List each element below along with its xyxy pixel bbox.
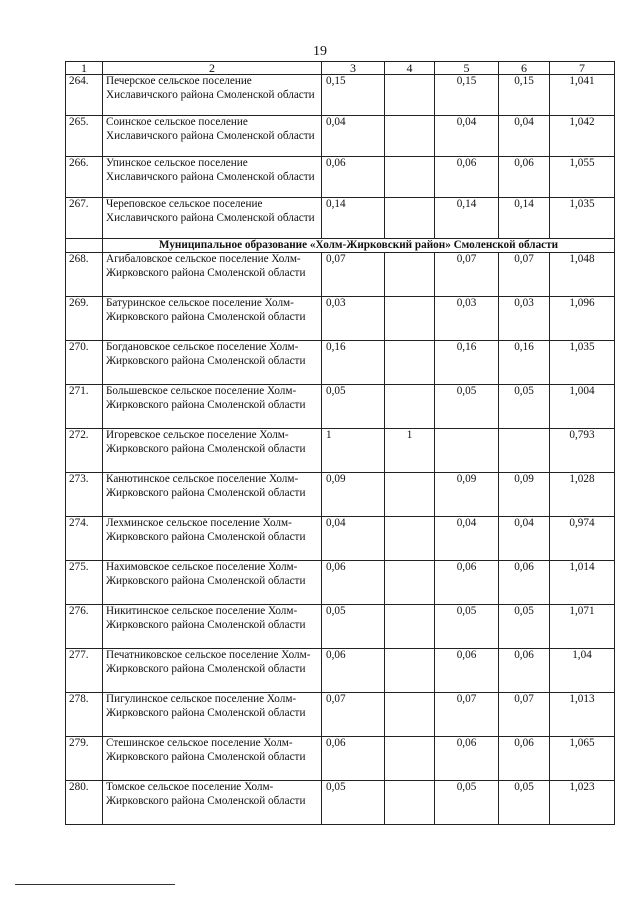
value-col3: 0,05: [322, 605, 385, 649]
settlement-name: Череповское сельское поселение Хиславичского района Смоленской области: [103, 198, 322, 239]
value-col7: 0,793: [550, 429, 615, 473]
table-row: [66, 473, 615, 517]
value-col3: 0,06: [322, 157, 385, 198]
value-col7: 1,04: [550, 649, 615, 693]
value-col5: 0,07: [435, 693, 499, 737]
table-row: [66, 693, 615, 737]
value-col4: [385, 517, 435, 561]
value-col7: 1,042: [550, 116, 615, 157]
value-col3: 0,16: [322, 341, 385, 385]
row-number: 267.: [66, 198, 103, 239]
value-col3: 0,15: [322, 75, 385, 116]
table-row: [66, 649, 615, 693]
value-col5: 0,09: [435, 473, 499, 517]
value-col7: 1,035: [550, 198, 615, 239]
column-header: 1: [66, 62, 103, 75]
value-col6: 0,04: [499, 517, 550, 561]
table-row: [66, 385, 615, 429]
value-col7: 1,071: [550, 605, 615, 649]
value-col3: 0,04: [322, 116, 385, 157]
value-col5: 0,05: [435, 781, 499, 825]
value-col5: 0,05: [435, 385, 499, 429]
row-number: 279.: [66, 737, 103, 781]
value-col6: 0,05: [499, 605, 550, 649]
settlement-name: Упинское сельское поселение Хиславичского района Смоленской области: [103, 157, 322, 198]
table-row: [66, 341, 615, 385]
value-col4: 1: [385, 429, 435, 473]
value-col3: 0,09: [322, 473, 385, 517]
value-col5: 0,07: [435, 253, 499, 297]
value-col3: 0,05: [322, 385, 385, 429]
settlement-name: Томское сельское поселение Холм-Жирковского района Смоленской области: [103, 781, 322, 825]
value-col3: 0,07: [322, 693, 385, 737]
value-col6: 0,05: [499, 385, 550, 429]
settlement-name: Батуринское сельское поселение Холм-Жирковского района Смоленской области: [103, 297, 322, 341]
value-col5: 0,06: [435, 649, 499, 693]
table-body-holm-zhirkovsky: [66, 253, 615, 825]
row-number: 280.: [66, 781, 103, 825]
table-row: [66, 116, 615, 157]
section-title: Муниципальное образование «Холм-Жирковский район» Смоленской области: [103, 239, 615, 253]
value-col7: 1,023: [550, 781, 615, 825]
value-col4: [385, 385, 435, 429]
value-col7: 1,048: [550, 253, 615, 297]
value-col5: 0,03: [435, 297, 499, 341]
value-col3: 1: [322, 429, 385, 473]
value-col3: 0,14: [322, 198, 385, 239]
value-col4: [385, 473, 435, 517]
value-col5: 0,06: [435, 561, 499, 605]
value-col6: 0,06: [499, 649, 550, 693]
row-number: 277.: [66, 649, 103, 693]
value-col6: 0,16: [499, 341, 550, 385]
table-row: [66, 561, 615, 605]
row-number: 268.: [66, 253, 103, 297]
value-col7: 1,065: [550, 737, 615, 781]
column-header: 6: [499, 62, 550, 75]
table-row: [66, 75, 615, 116]
value-col7: 1,004: [550, 385, 615, 429]
value-col7: 1,055: [550, 157, 615, 198]
value-col4: [385, 253, 435, 297]
value-col5: [435, 429, 499, 473]
row-number: 276.: [66, 605, 103, 649]
value-col5: 0,16: [435, 341, 499, 385]
row-number: 272.: [66, 429, 103, 473]
table-body-hislavichi: [66, 75, 615, 239]
value-col7: 1,096: [550, 297, 615, 341]
column-header: 7: [550, 62, 615, 75]
value-col4: [385, 297, 435, 341]
value-col6: 0,09: [499, 473, 550, 517]
value-col4: [385, 781, 435, 825]
value-col6: 0,07: [499, 693, 550, 737]
settlement-name: Агибаловское сельское поселение Холм-Жирковского района Смоленской области: [103, 253, 322, 297]
value-col7: 0,974: [550, 517, 615, 561]
row-number: 275.: [66, 561, 103, 605]
value-col7: 1,013: [550, 693, 615, 737]
row-number: 278.: [66, 693, 103, 737]
value-col3: 0,03: [322, 297, 385, 341]
table-row: [66, 781, 615, 825]
value-col4: [385, 693, 435, 737]
settlement-name: Игоревское сельское поселение Холм-Жирковского района Смоленской области: [103, 429, 322, 473]
column-header: 5: [435, 62, 499, 75]
settlement-name: Печерское сельское поселение Хиславичского района Смоленской области: [103, 75, 322, 116]
value-col4: [385, 737, 435, 781]
value-col5: 0,05: [435, 605, 499, 649]
column-header-row: [66, 62, 615, 75]
value-col6: 0,14: [499, 198, 550, 239]
settlement-name: Никитинское сельское поселение Холм-Жирковского района Смоленской области: [103, 605, 322, 649]
value-col4: [385, 649, 435, 693]
value-col5: 0,15: [435, 75, 499, 116]
settlement-name: Нахимовское сельское поселение Холм-Жирковского района Смоленской области: [103, 561, 322, 605]
settlement-name: Пигулинское сельское поселение Холм-Жирковского района Смоленской области: [103, 693, 322, 737]
table-row: [66, 157, 615, 198]
row-number: 271.: [66, 385, 103, 429]
value-col7: 1,041: [550, 75, 615, 116]
value-col6: 0,06: [499, 561, 550, 605]
value-col3: 0,07: [322, 253, 385, 297]
table-row: [66, 429, 615, 473]
settlement-name: Лехминское сельское поселение Холм-Жирковского района Смоленской области: [103, 517, 322, 561]
row-number: 264.: [66, 75, 103, 116]
row-number: 270.: [66, 341, 103, 385]
value-col3: 0,06: [322, 737, 385, 781]
value-col6: 0,05: [499, 781, 550, 825]
column-header: 3: [322, 62, 385, 75]
value-col5: 0,04: [435, 116, 499, 157]
value-col4: [385, 198, 435, 239]
table-row: [66, 253, 615, 297]
page-number: 19: [313, 44, 327, 59]
value-col6: 0,04: [499, 116, 550, 157]
value-col6: 0,03: [499, 297, 550, 341]
footnote-separator: [15, 884, 175, 885]
settlement-name: Богдановское сельское поселение Холм-Жирковского района Смоленской области: [103, 341, 322, 385]
value-col7: 1,014: [550, 561, 615, 605]
value-col5: 0,14: [435, 198, 499, 239]
value-col4: [385, 157, 435, 198]
value-col4: [385, 341, 435, 385]
settlement-name: Стешинское сельское поселение Холм-Жирковского района Смоленской области: [103, 737, 322, 781]
value-col5: 0,04: [435, 517, 499, 561]
row-number: 274.: [66, 517, 103, 561]
settlement-name: Печатниковское сельское поселение Холм-Жирковского района Смоленской области: [103, 649, 322, 693]
value-col6: 0,06: [499, 157, 550, 198]
table-row: [66, 737, 615, 781]
settlement-name: Соинское сельское поселение Хиславичского района Смоленской области: [103, 116, 322, 157]
value-col6: 0,06: [499, 737, 550, 781]
row-number: 265.: [66, 116, 103, 157]
value-col7: 1,028: [550, 473, 615, 517]
table-row: [66, 517, 615, 561]
value-col4: [385, 561, 435, 605]
value-col6: 0,07: [499, 253, 550, 297]
value-col7: 1,035: [550, 341, 615, 385]
row-number: 266.: [66, 157, 103, 198]
value-col4: [385, 75, 435, 116]
table-row: [66, 605, 615, 649]
value-col4: [385, 605, 435, 649]
value-col5: 0,06: [435, 737, 499, 781]
row-number: 273.: [66, 473, 103, 517]
settlement-name: Канютинское сельское поселение Холм-Жирковского района Смоленской области: [103, 473, 322, 517]
row-number: 269.: [66, 297, 103, 341]
value-col3: 0,04: [322, 517, 385, 561]
value-col3: 0,06: [322, 561, 385, 605]
table-row: [66, 297, 615, 341]
settlements-table: [65, 61, 615, 825]
column-header: 4: [385, 62, 435, 75]
settlement-name: Большевское сельское поселение Холм-Жирковского района Смоленской области: [103, 385, 322, 429]
value-col6: [499, 429, 550, 473]
value-col4: [385, 116, 435, 157]
table-row: [66, 198, 615, 239]
section-heading-row: [66, 239, 615, 253]
column-header: 2: [103, 62, 322, 75]
value-col3: 0,05: [322, 781, 385, 825]
value-col5: 0,06: [435, 157, 499, 198]
value-col6: 0,15: [499, 75, 550, 116]
value-col3: 0,06: [322, 649, 385, 693]
